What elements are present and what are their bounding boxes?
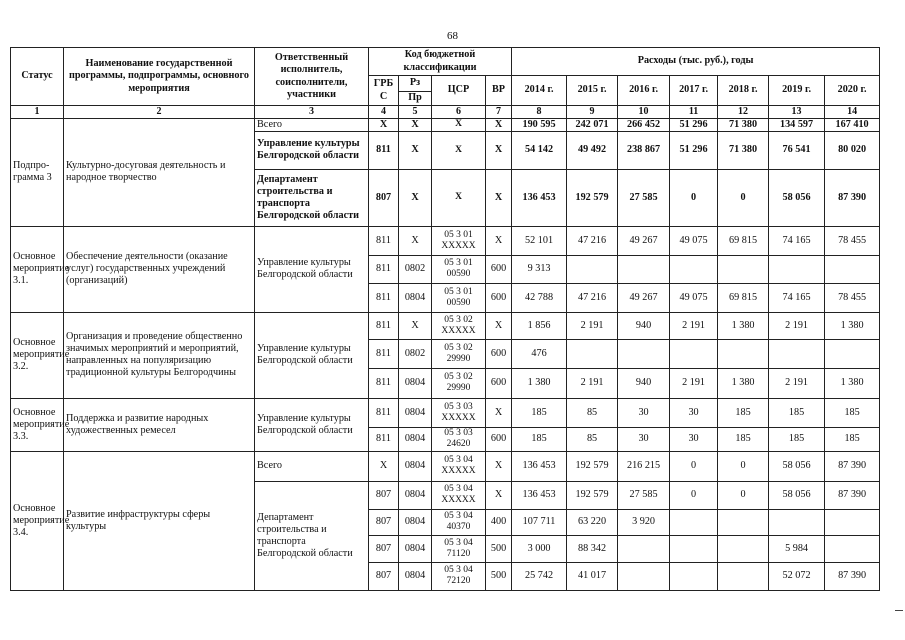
amount-cell: 5 984 — [769, 535, 825, 562]
amount-cell: 71 380 — [718, 118, 769, 131]
csr-cell: 05 3 01 00590 — [432, 283, 486, 312]
vr-cell: 500 — [486, 562, 512, 590]
csr-cell: 05 3 03 24620 — [432, 427, 486, 451]
amount-cell: 1 380 — [718, 368, 769, 398]
status-cell: Подпро-грамма 3 — [11, 118, 64, 226]
amount-cell: 1 380 — [825, 312, 880, 339]
amount-cell: 51 296 — [670, 118, 718, 131]
rzpr-cell: 0804 — [399, 398, 432, 427]
csr-cell: 05 3 02 29990 — [432, 368, 486, 398]
page-number: 68 — [447, 30, 458, 42]
amount-cell: 190 595 — [512, 118, 567, 131]
amount-cell: 63 220 — [567, 509, 618, 535]
amount-cell — [718, 562, 769, 590]
header-year: 2014 г. — [512, 76, 567, 106]
csr-cell: X — [432, 118, 486, 131]
rzpr-cell: 0804 — [399, 451, 432, 481]
header-row — [11, 48, 880, 76]
column-number: 6 — [432, 106, 486, 119]
amount-cell: 0 — [718, 451, 769, 481]
vr-cell: X — [486, 398, 512, 427]
vr-cell: X — [486, 481, 512, 509]
csr-cell: 05 3 01 00590 — [432, 255, 486, 283]
column-number: 11 — [670, 106, 718, 119]
amount-cell: 185 — [718, 398, 769, 427]
vr-cell: X — [486, 312, 512, 339]
amount-cell — [825, 509, 880, 535]
amount-cell — [769, 255, 825, 283]
amount-cell: 216 215 — [618, 451, 670, 481]
program-name: Развитие инфраструктуры сферы культуры — [64, 451, 255, 590]
amount-cell: 69 815 — [718, 283, 769, 312]
amount-cell — [618, 562, 670, 590]
amount-cell — [718, 509, 769, 535]
amount-cell: 47 216 — [567, 226, 618, 255]
amount-cell: 0 — [718, 169, 769, 226]
amount-cell: 192 579 — [567, 169, 618, 226]
amount-cell: 30 — [670, 398, 718, 427]
responsible-cell: Всего — [255, 451, 369, 481]
amount-cell: 167 410 — [825, 118, 880, 131]
csr-cell: 05 3 04 71120 — [432, 535, 486, 562]
grbs-cell: 807 — [369, 562, 399, 590]
amount-cell: 192 579 — [567, 481, 618, 509]
grbs-cell: 811 — [369, 339, 399, 368]
header-budget-code: Код бюджетной классификации — [369, 48, 512, 76]
column-number: 10 — [618, 106, 670, 119]
amount-cell: 58 056 — [769, 451, 825, 481]
amount-cell: 2 191 — [769, 312, 825, 339]
program-name: Обеспечение деятельности (оказание услуг) государственных учреждений (организаций) — [64, 226, 255, 312]
amount-cell: 87 390 — [825, 451, 880, 481]
amount-cell — [567, 339, 618, 368]
program-name: Организация и проведение общественно значимых мероприятий и мероприятий, направленных на популяризацию традиционной культуры Белгородчины — [64, 312, 255, 398]
csr-cell: X — [432, 131, 486, 169]
amount-cell: 27 585 — [618, 481, 670, 509]
amount-cell: 78 455 — [825, 226, 880, 255]
amount-cell: 49 075 — [670, 226, 718, 255]
vr-cell: 600 — [486, 255, 512, 283]
amount-cell: 52 072 — [769, 562, 825, 590]
status-cell: Основное мероприятие 3.4. — [11, 451, 64, 590]
column-number: 14 — [825, 106, 880, 119]
amount-cell: 52 101 — [512, 226, 567, 255]
amount-cell: 71 380 — [718, 131, 769, 169]
grbs-cell: 811 — [369, 131, 399, 169]
vr-cell: 500 — [486, 535, 512, 562]
amount-cell: 107 711 — [512, 509, 567, 535]
amount-cell: 47 216 — [567, 283, 618, 312]
amount-cell: 238 867 — [618, 131, 670, 169]
amount-cell: 0 — [670, 481, 718, 509]
vr-cell: X — [486, 131, 512, 169]
table-row — [11, 398, 880, 427]
amount-cell — [825, 535, 880, 562]
amount-cell: 0 — [670, 451, 718, 481]
grbs-cell: 811 — [369, 398, 399, 427]
csr-cell: 05 3 04 XXXXX — [432, 451, 486, 481]
amount-cell: 42 788 — [512, 283, 567, 312]
grbs-cell: 811 — [369, 255, 399, 283]
grbs-cell: 811 — [369, 312, 399, 339]
amount-cell: 2 191 — [670, 312, 718, 339]
amount-cell: 940 — [618, 368, 670, 398]
amount-cell: 27 585 — [618, 169, 670, 226]
amount-cell: 1 380 — [512, 368, 567, 398]
amount-cell: 85 — [567, 427, 618, 451]
rzpr-cell: X — [399, 312, 432, 339]
amount-cell: 41 017 — [567, 562, 618, 590]
amount-cell — [769, 339, 825, 368]
table-row — [11, 226, 880, 255]
column-number: 3 — [255, 106, 369, 119]
csr-cell: 05 3 04 XXXXX — [432, 481, 486, 509]
grbs-cell: 807 — [369, 509, 399, 535]
header-year: 2020 г. — [825, 76, 880, 106]
amount-cell: 54 142 — [512, 131, 567, 169]
program-name: Поддержка и развитие народных художественных ремесел — [64, 398, 255, 451]
header-year: 2019 г. — [769, 76, 825, 106]
rzpr-cell: 0802 — [399, 255, 432, 283]
amount-cell: 49 267 — [618, 226, 670, 255]
amount-cell: 51 296 — [670, 131, 718, 169]
column-number: 9 — [567, 106, 618, 119]
csr-cell: 05 3 02 XXXXX — [432, 312, 486, 339]
vr-cell: 600 — [486, 283, 512, 312]
csr-cell: X — [432, 169, 486, 226]
amount-cell: 85 — [567, 398, 618, 427]
header-pr: Пр — [399, 92, 432, 106]
budget-table — [10, 47, 880, 591]
responsible-cell: Управление культуры Белгородской области — [255, 226, 369, 312]
header-year: 2015 г. — [567, 76, 618, 106]
grbs-cell: 811 — [369, 427, 399, 451]
amount-cell: 1 380 — [718, 312, 769, 339]
amount-cell: 185 — [512, 398, 567, 427]
rzpr-cell: 0804 — [399, 427, 432, 451]
csr-cell: 05 3 01 XXXXX — [432, 226, 486, 255]
amount-cell: 1 856 — [512, 312, 567, 339]
rzpr-cell: 0804 — [399, 481, 432, 509]
grbs-cell: 811 — [369, 283, 399, 312]
amount-cell: 74 165 — [769, 283, 825, 312]
amount-cell: 25 742 — [512, 562, 567, 590]
amount-cell: 185 — [825, 427, 880, 451]
csr-cell: 05 3 03 XXXXX — [432, 398, 486, 427]
rzpr-cell: 0804 — [399, 283, 432, 312]
amount-cell: 78 455 — [825, 283, 880, 312]
header-status: Статус — [11, 48, 64, 106]
rzpr-cell: X — [399, 226, 432, 255]
table-row — [11, 312, 880, 339]
responsible-cell: Управление культуры Белгородской области — [255, 312, 369, 398]
table-row — [11, 118, 880, 131]
status-cell: Основное мероприятие 3.2. — [11, 312, 64, 398]
amount-cell: 87 390 — [825, 562, 880, 590]
vr-cell: 600 — [486, 339, 512, 368]
responsible-cell: Управление культуры Белгородской области — [255, 398, 369, 451]
amount-cell: 74 165 — [769, 226, 825, 255]
amount-cell: 49 492 — [567, 131, 618, 169]
vr-cell: 600 — [486, 368, 512, 398]
amount-cell — [618, 255, 670, 283]
csr-cell: 05 3 04 40370 — [432, 509, 486, 535]
vr-cell: X — [486, 451, 512, 481]
amount-cell: 3 000 — [512, 535, 567, 562]
amount-cell: 476 — [512, 339, 567, 368]
amount-cell: 0 — [670, 169, 718, 226]
amount-cell — [567, 255, 618, 283]
status-cell: Основное мероприятие 3.3. — [11, 398, 64, 451]
status-cell: Основное мероприятие 3.1. — [11, 226, 64, 312]
amount-cell — [769, 509, 825, 535]
amount-cell — [718, 255, 769, 283]
amount-cell: 192 579 — [567, 451, 618, 481]
grbs-cell: 807 — [369, 169, 399, 226]
column-number: 2 — [64, 106, 255, 119]
header-responsible: Ответственный исполнитель, соисполнители, участники — [255, 48, 369, 106]
amount-cell — [670, 562, 718, 590]
header-expenses: Расходы (тыс. руб.), годы — [512, 48, 880, 76]
rzpr-cell: X — [399, 131, 432, 169]
amount-cell — [618, 339, 670, 368]
amount-cell: 2 191 — [567, 312, 618, 339]
amount-cell: 30 — [670, 427, 718, 451]
amount-cell: 185 — [769, 398, 825, 427]
csr-cell: 05 3 02 29990 — [432, 339, 486, 368]
margin-mark — [895, 610, 903, 611]
rzpr-cell: 0804 — [399, 535, 432, 562]
responsible-cell: Департамент строительства и транспорта Белгородской области — [255, 169, 369, 226]
amount-cell: 2 191 — [670, 368, 718, 398]
amount-cell: 3 920 — [618, 509, 670, 535]
amount-cell — [670, 509, 718, 535]
amount-cell: 30 — [618, 398, 670, 427]
responsible-cell: Департамент строительства и транспорта Белгородской области — [255, 481, 369, 590]
rzpr-cell: 0804 — [399, 562, 432, 590]
header-name: Наименование государственной программы, подпрограммы, основного мероприятия — [64, 48, 255, 106]
responsible-cell: Управление культуры Белгородской области — [255, 131, 369, 169]
rzpr-cell: X — [399, 169, 432, 226]
amount-cell: 134 597 — [769, 118, 825, 131]
vr-cell: X — [486, 169, 512, 226]
rzpr-cell: X — [399, 118, 432, 131]
header-year: 2017 г. — [670, 76, 718, 106]
amount-cell: 242 071 — [567, 118, 618, 131]
table-row — [11, 451, 880, 481]
rzpr-cell: 0804 — [399, 509, 432, 535]
amount-cell: 87 390 — [825, 481, 880, 509]
header-rz: Рз — [399, 76, 432, 92]
amount-cell: 49 075 — [670, 283, 718, 312]
grbs-cell: 811 — [369, 368, 399, 398]
amount-cell: 2 191 — [567, 368, 618, 398]
vr-cell: 400 — [486, 509, 512, 535]
amount-cell — [718, 339, 769, 368]
amount-cell — [825, 339, 880, 368]
csr-cell: 05 3 04 72120 — [432, 562, 486, 590]
column-number: 5 — [399, 106, 432, 119]
column-number: 4 — [369, 106, 399, 119]
amount-cell: 0 — [718, 481, 769, 509]
header-year: 2016 г. — [618, 76, 670, 106]
header-csr: ЦСР — [432, 76, 486, 106]
column-number-row — [11, 106, 880, 119]
vr-cell: X — [486, 226, 512, 255]
amount-cell: 136 453 — [512, 169, 567, 226]
amount-cell — [718, 535, 769, 562]
amount-cell: 185 — [769, 427, 825, 451]
column-number: 8 — [512, 106, 567, 119]
program-name: Культурно-досуговая деятельность и народное творчество — [64, 118, 255, 226]
amount-cell: 2 191 — [769, 368, 825, 398]
amount-cell: 266 452 — [618, 118, 670, 131]
amount-cell: 69 815 — [718, 226, 769, 255]
grbs-cell: X — [369, 118, 399, 131]
amount-cell: 185 — [825, 398, 880, 427]
amount-cell: 30 — [618, 427, 670, 451]
header-vr: ВР — [486, 76, 512, 106]
amount-cell: 136 453 — [512, 451, 567, 481]
grbs-cell: 807 — [369, 535, 399, 562]
amount-cell — [825, 255, 880, 283]
column-number: 12 — [718, 106, 769, 119]
amount-cell: 49 267 — [618, 283, 670, 312]
amount-cell: 88 342 — [567, 535, 618, 562]
header-grbs: ГРБ С — [369, 76, 399, 106]
grbs-cell: 807 — [369, 481, 399, 509]
grbs-cell: X — [369, 451, 399, 481]
rzpr-cell: 0804 — [399, 368, 432, 398]
column-number: 13 — [769, 106, 825, 119]
amount-cell — [670, 255, 718, 283]
header-year: 2018 г. — [718, 76, 769, 106]
column-number: 1 — [11, 106, 64, 119]
responsible-cell: Всего — [255, 118, 369, 131]
amount-cell: 80 020 — [825, 131, 880, 169]
amount-cell: 87 390 — [825, 169, 880, 226]
vr-cell: X — [486, 118, 512, 131]
amount-cell: 940 — [618, 312, 670, 339]
amount-cell — [670, 535, 718, 562]
amount-cell — [618, 535, 670, 562]
amount-cell: 185 — [512, 427, 567, 451]
amount-cell — [670, 339, 718, 368]
amount-cell: 1 380 — [825, 368, 880, 398]
amount-cell: 76 541 — [769, 131, 825, 169]
vr-cell: 600 — [486, 427, 512, 451]
amount-cell: 58 056 — [769, 481, 825, 509]
amount-cell: 9 313 — [512, 255, 567, 283]
amount-cell: 185 — [718, 427, 769, 451]
grbs-cell: 811 — [369, 226, 399, 255]
rzpr-cell: 0802 — [399, 339, 432, 368]
amount-cell: 136 453 — [512, 481, 567, 509]
amount-cell: 58 056 — [769, 169, 825, 226]
column-number: 7 — [486, 106, 512, 119]
